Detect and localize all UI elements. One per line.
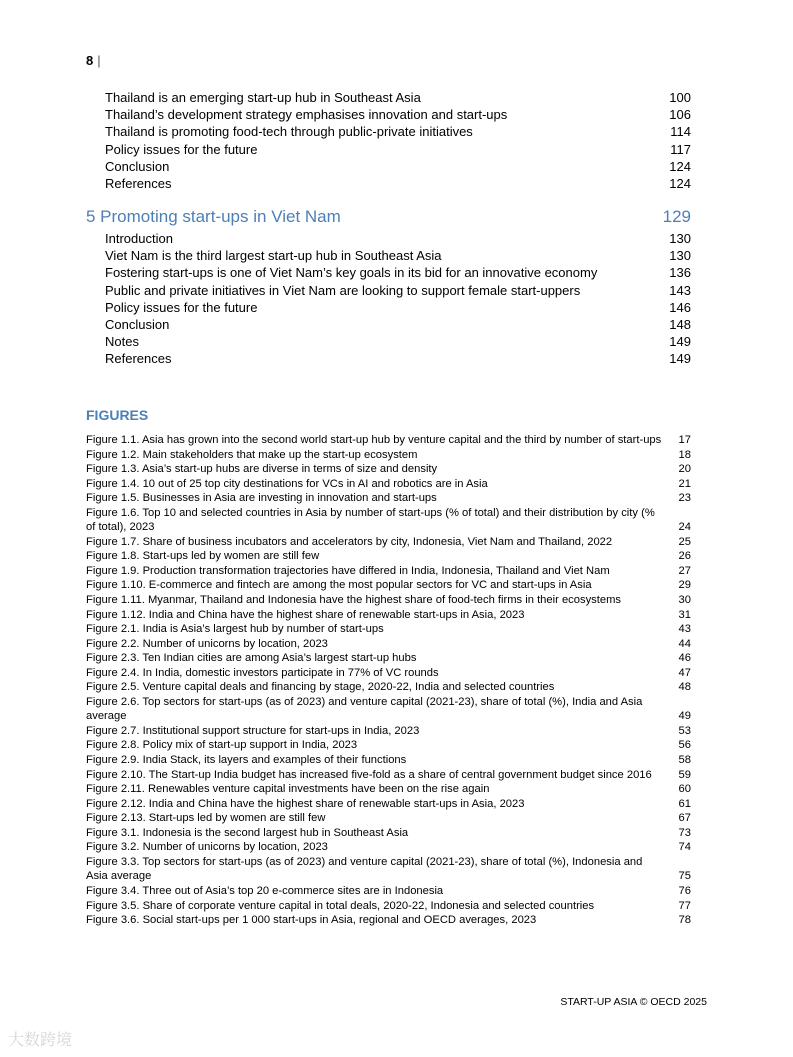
figure-entry[interactable] [86,462,691,477]
figures-heading: FIGURES [86,407,149,423]
toc-entry[interactable] [105,141,691,158]
figure-page: 53 [678,724,691,737]
figure-entry[interactable] [86,680,691,695]
figure-title: Figure 1.4. 10 out of 25 top city destinations for VCs in AI and robotics are in Asia [86,477,488,490]
toc-entry-title: Policy issues for the future [105,141,258,157]
figure-title: Figure 1.11. Myanmar, Thailand and Indonesia have the highest share of food-tech firms in their ecosystems [86,594,622,607]
figure-entry[interactable] [86,899,691,914]
figure-entry[interactable] [86,753,691,768]
figure-entry[interactable] [86,797,691,812]
figure-title: Figure 1.6. Top 10 and selected countries in Asia by number of start-ups (% of total) and their distribution by city (% of total), 2023 [86,506,655,534]
toc-entry[interactable] [105,247,691,264]
figure-entry[interactable] [86,506,691,535]
toc-entry-title: Conclusion [105,316,170,332]
figure-title: Figure 2.9. India Stack, its layers and examples of their functions [86,754,407,767]
figure-page: 20 [678,463,691,476]
figure-title: Figure 3.4. Three out of Asia’s top 20 e-commerce sites are in Indonesia [86,884,444,897]
figure-entry[interactable] [86,768,691,783]
figure-title: Figure 1.12. India and China have the highest share of renewable start-ups in Asia, 2023 [86,608,525,621]
page-number-separator: | [97,53,101,68]
toc-entry[interactable] [105,106,691,123]
figure-entry[interactable] [86,622,691,637]
toc-entry[interactable] [105,333,691,350]
figure-entry[interactable] [86,913,691,928]
figure-title: Figure 2.2. Number of unicorns by location, 2023 [86,637,328,650]
page-number [86,52,101,70]
toc-entry[interactable] [105,350,691,367]
toc-section-viet-nam [105,230,691,368]
toc-entry-page: 114 [670,124,691,140]
figure-title: Figure 3.6. Social start-ups per 1 000 start-ups in Asia, regional and OECD averages, 2023 [86,914,537,927]
toc-entry-page: 130 [669,231,691,246]
figure-page: 18 [678,448,691,461]
figure-title: Figure 3.2. Number of unicorns by location, 2023 [86,841,328,854]
figure-page: 73 [678,826,691,839]
figure-title: Figure 1.9. Production transformation trajectories have differed in India, Indonesia, Thailand and Viet Nam [86,564,610,577]
figure-page: 21 [678,477,691,490]
toc-entry-title: Thailand is promoting food-tech through public-private initiatives [105,124,473,140]
toc-entry[interactable] [105,158,691,175]
figure-page: 78 [678,914,691,927]
toc-entry[interactable] [105,282,691,299]
figure-entry[interactable] [86,855,691,884]
figure-entry[interactable] [86,491,691,506]
toc-entry-title: Introduction [105,231,173,246]
figure-entry[interactable] [86,578,691,593]
figure-page: 60 [678,783,691,796]
toc-entry[interactable] [105,89,691,106]
toc-entry-page: 100 [669,90,691,105]
figure-page: 47 [678,666,691,679]
figure-title: Figure 2.10. The Start-up India budget has increased five-fold as a share of central government budget since 2016 [86,768,652,781]
figure-page: 67 [678,812,691,825]
figure-page: 46 [678,652,691,665]
figure-entry[interactable] [86,608,691,623]
figure-page: 29 [678,579,691,592]
figure-page: 44 [678,637,691,650]
figure-title: Figure 2.5. Venture capital deals and financing by stage, 2020-22, India and selected countries [86,681,555,694]
figure-page: 58 [678,754,691,767]
figure-entry[interactable] [86,433,691,448]
figure-entry[interactable] [86,535,691,550]
footer-copyright: START-UP ASIA © OECD 2025 [560,996,707,1008]
watermark-logo: 大数跨境 [8,1032,73,1049]
toc-entry[interactable] [105,175,691,192]
toc-entry-page: 143 [669,282,691,298]
figure-page: 56 [678,739,691,752]
toc-entry-title: Public and private initiatives in Viet Nam are looking to support female start-uppers [105,282,581,298]
figure-title: Figure 2.7. Institutional support structure for start-ups in India, 2023 [86,724,420,737]
toc-entry-title: References [105,351,172,367]
figure-title: Figure 2.13. Start-ups led by women are still few [86,812,326,825]
figure-title: Figure 1.2. Main stakeholders that make up the start-up ecosystem [86,448,418,461]
toc-entry-page: 149 [669,334,691,350]
figure-page: 25 [678,535,691,548]
toc-entry[interactable] [105,299,691,316]
figure-entry[interactable] [86,666,691,681]
toc-entry-title: Thailand’s development strategy emphasises innovation and start-ups [105,107,508,123]
figure-entry[interactable] [86,884,691,899]
toc-entry-title: References [105,175,172,191]
toc-entry-title: Thailand is an emerging start-up hub in Southeast Asia [105,90,421,105]
figure-title: Figure 1.5. Businesses in Asia are investing in innovation and start-ups [86,492,437,505]
toc-entry-page: 149 [669,351,691,367]
figure-title: Figure 1.8. Start-ups led by women are still few [86,550,320,563]
figure-page: 49 [678,710,691,723]
figure-page: 23 [678,492,691,505]
figure-entry[interactable] [86,782,691,797]
figure-title: Figure 1.3. Asia’s start-up hubs are diverse in terms of size and density [86,463,438,476]
toc-entry[interactable] [105,264,691,281]
chapter-page: 129 [662,207,691,226]
toc-entry-title: Fostering start-ups is one of Viet Nam’s key goals in its bid for an innovative economy [105,265,598,281]
figure-page: 76 [678,884,691,897]
figure-entry[interactable] [86,637,691,652]
figure-entry[interactable] [86,811,691,826]
figure-page: 30 [678,594,691,607]
toc-entry[interactable] [105,123,691,140]
figure-title: Figure 1.10. E-commerce and fintech are among the most popular sectors for VC and start-ups in Asia [86,579,592,592]
figure-title: Figure 3.5. Share of corporate venture capital in total deals, 2020-22, Indonesia and selected countries [86,899,595,912]
figure-page: 43 [678,623,691,636]
figure-page: 77 [678,899,691,912]
figure-title: Figure 2.8. Policy mix of start-up support in India, 2023 [86,739,358,752]
toc-entry-title: Conclusion [105,158,170,174]
chapter-heading[interactable] [86,207,691,227]
figure-page: 24 [678,521,691,534]
toc-entry[interactable] [105,230,691,247]
toc-entry-page: 148 [669,316,691,332]
figure-page: 17 [678,434,691,446]
toc-entry-page: 130 [669,248,691,264]
figure-page: 75 [678,870,691,883]
toc-entry-page: 106 [669,107,691,123]
figure-entry[interactable] [86,724,691,739]
figure-title: Figure 2.3. Ten Indian cities are among Asia’s largest start-up hubs [86,652,417,665]
toc-entry-title: Viet Nam is the third largest start-up hub in Southeast Asia [105,248,442,264]
toc-entry-page: 136 [669,265,691,281]
figure-title: Figure 3.3. Top sectors for start-ups (as of 2023) and venture capital (2021-23), share of total (%), Indonesia and Asia average [86,855,643,883]
figure-entry[interactable] [86,651,691,666]
figure-title: Figure 1.7. Share of business incubators and accelerators by city, Indonesia, Viet Nam and Thailand, 2022 [86,535,613,548]
figure-entry[interactable] [86,549,691,564]
figure-title: Figure 2.4. In India, domestic investors participate in 77% of VC rounds [86,666,439,679]
figure-title: Figure 2.1. India is Asia’s largest hub by number of start-ups [86,623,384,636]
figure-page: 31 [678,608,691,621]
figure-entry[interactable] [86,593,691,608]
figure-page: 26 [678,550,691,563]
toc-entry-page: 117 [670,141,691,157]
page-number-value: 8 [86,53,94,68]
toc-section-thailand [105,89,691,192]
figure-entry[interactable] [86,738,691,753]
figure-entry[interactable] [86,477,691,492]
figure-title: Figure 2.11. Renewables venture capital investments have been on the rise again [86,783,490,796]
figure-entry[interactable] [86,695,691,724]
toc-entry-title: Notes [105,334,139,350]
figure-entry[interactable] [86,448,691,463]
figure-page: 61 [678,797,691,810]
figure-title: Figure 2.6. Top sectors for start-ups (as of 2023) and venture capital (2021-23), share of total (%), India and Asia average [86,695,643,723]
toc-entry[interactable] [105,316,691,333]
figure-entry[interactable] [86,564,691,579]
figure-entry[interactable] [86,826,691,841]
figure-page: 74 [678,841,691,854]
figure-title: Figure 1.1. Asia has grown into the second world start-up hub by venture capital and the third by number of start-ups [86,434,662,446]
toc-entry-page: 146 [669,299,691,315]
toc-entry-page: 124 [669,175,691,191]
figure-title: Figure 3.1. Indonesia is the second largest hub in Southeast Asia [86,826,409,839]
chapter-title: 5 Promoting start-ups in Viet Nam [86,207,341,226]
toc-entry-title: Policy issues for the future [105,299,258,315]
figures-list [86,433,691,928]
figure-title: Figure 2.12. India and China have the highest share of renewable start-ups in Asia, 2023 [86,797,525,810]
toc-entry-page: 124 [669,158,691,174]
figure-page: 27 [678,564,691,577]
figure-page: 59 [678,768,691,781]
figure-page: 48 [678,681,691,694]
figure-entry[interactable] [86,840,691,855]
